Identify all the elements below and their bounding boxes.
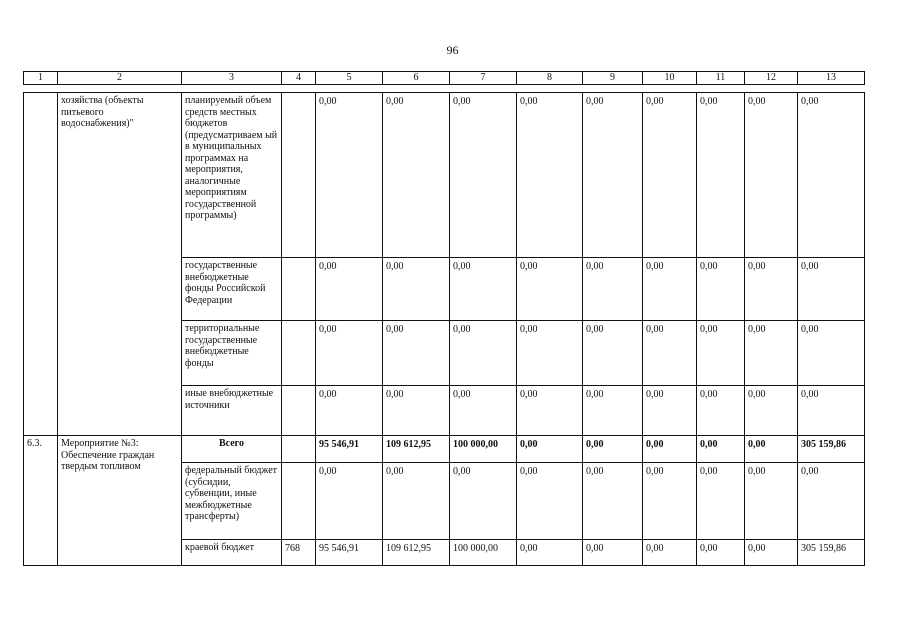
value-cell: 95 546,91 [316, 540, 383, 566]
value-cell: 0,00 [316, 258, 383, 321]
value-cell: 0,00 [450, 93, 517, 258]
column-header-1: 1 [24, 72, 58, 85]
value-cell: 0,00 [517, 540, 583, 566]
value-cell: 0,00 [745, 93, 798, 258]
value-cell: 0,00 [583, 258, 643, 321]
value-cell: 0,00 [583, 93, 643, 258]
value-cell: 109 612,95 [383, 540, 450, 566]
code-cell [282, 436, 316, 463]
value-cell: 0,00 [745, 540, 798, 566]
table-row [24, 93, 865, 258]
column-header-12: 12 [745, 72, 798, 85]
value-cell: 0,00 [316, 386, 383, 436]
budget-table [23, 92, 865, 566]
value-cell: 0,00 [316, 463, 383, 540]
funding-source-cell: территориальные государственные внебюджетные фонды [182, 321, 282, 386]
code-cell: 768 [282, 540, 316, 566]
funding-source-cell: иные внебюджетные источники [182, 386, 282, 436]
code-cell [282, 321, 316, 386]
value-cell: 0,00 [583, 463, 643, 540]
activity-name-cell: Мероприятие №3: Обеспечение граждан твердым топливом [58, 436, 182, 566]
value-cell: 0,00 [517, 93, 583, 258]
value-cell: 0,00 [798, 463, 865, 540]
value-cell: 0,00 [517, 436, 583, 463]
value-cell: 0,00 [643, 93, 697, 258]
value-cell: 0,00 [517, 386, 583, 436]
value-cell: 0,00 [517, 463, 583, 540]
value-cell: 0,00 [643, 321, 697, 386]
value-cell: 0,00 [697, 321, 745, 386]
value-cell: 0,00 [383, 463, 450, 540]
column-header-3: 3 [182, 72, 282, 85]
funding-source-cell: Всего [182, 436, 282, 463]
column-header-13: 13 [798, 72, 865, 85]
column-number-header [23, 71, 865, 85]
column-header-6: 6 [383, 72, 450, 85]
value-cell: 0,00 [583, 436, 643, 463]
column-header-8: 8 [517, 72, 583, 85]
code-cell [282, 463, 316, 540]
column-header-5: 5 [316, 72, 383, 85]
value-cell: 100 000,00 [450, 540, 517, 566]
funding-source-cell: федеральный бюджет (субсидии, субвенции, иные межбюджетные трансферты) [182, 463, 282, 540]
code-cell [282, 93, 316, 258]
value-cell: 0,00 [583, 321, 643, 386]
value-cell: 0,00 [383, 321, 450, 386]
value-cell: 0,00 [450, 258, 517, 321]
code-cell [282, 386, 316, 436]
value-cell: 0,00 [745, 321, 798, 386]
value-cell: 0,00 [697, 463, 745, 540]
activity-name-cell: хозяйства (объекты питьевого водоснабжения)" [58, 93, 182, 436]
funding-source-cell: государственные внебюджетные фонды Российской Федерации [182, 258, 282, 321]
value-cell: 0,00 [745, 463, 798, 540]
value-cell: 0,00 [450, 321, 517, 386]
value-cell: 0,00 [583, 386, 643, 436]
value-cell: 0,00 [697, 386, 745, 436]
code-cell [282, 258, 316, 321]
value-cell: 0,00 [697, 540, 745, 566]
value-cell: 305 159,86 [798, 436, 865, 463]
value-cell: 0,00 [316, 321, 383, 386]
value-cell: 0,00 [798, 321, 865, 386]
value-cell: 0,00 [316, 93, 383, 258]
page-number: 96 [446, 43, 459, 57]
value-cell: 0,00 [798, 258, 865, 321]
value-cell: 305 159,86 [798, 540, 865, 566]
funding-source-cell: планируемый объем средств местных бюджетов (предусматриваем ый в муниципальных программах на мероприятия, аналогичные мероприятиям государственной программы) [182, 93, 282, 258]
value-cell: 0,00 [643, 463, 697, 540]
value-cell: 0,00 [697, 436, 745, 463]
value-cell: 0,00 [383, 386, 450, 436]
value-cell: 0,00 [517, 258, 583, 321]
column-header-10: 10 [643, 72, 697, 85]
column-header-7: 7 [450, 72, 517, 85]
column-header-4: 4 [282, 72, 316, 85]
column-header-11: 11 [697, 72, 745, 85]
value-cell: 109 612,95 [383, 436, 450, 463]
value-cell: 95 546,91 [316, 436, 383, 463]
value-cell: 0,00 [643, 540, 697, 566]
value-cell: 0,00 [450, 386, 517, 436]
funding-source-cell: краевой бюджет [182, 540, 282, 566]
value-cell: 0,00 [643, 436, 697, 463]
value-cell: 0,00 [450, 463, 517, 540]
value-cell: 0,00 [643, 386, 697, 436]
value-cell: 0,00 [517, 321, 583, 386]
value-cell: 0,00 [383, 93, 450, 258]
column-header-9: 9 [583, 72, 643, 85]
value-cell: 0,00 [697, 258, 745, 321]
value-cell: 0,00 [798, 93, 865, 258]
row-number-cell: 6.3. [24, 436, 58, 566]
column-header-2: 2 [58, 72, 182, 85]
table-row [24, 436, 865, 463]
value-cell: 0,00 [643, 258, 697, 321]
value-cell: 0,00 [697, 93, 745, 258]
value-cell: 0,00 [383, 258, 450, 321]
value-cell: 100 000,00 [450, 436, 517, 463]
value-cell: 0,00 [798, 386, 865, 436]
value-cell: 0,00 [745, 258, 798, 321]
value-cell: 0,00 [583, 540, 643, 566]
value-cell: 0,00 [745, 436, 798, 463]
value-cell: 0,00 [745, 386, 798, 436]
row-number-cell [24, 93, 58, 436]
